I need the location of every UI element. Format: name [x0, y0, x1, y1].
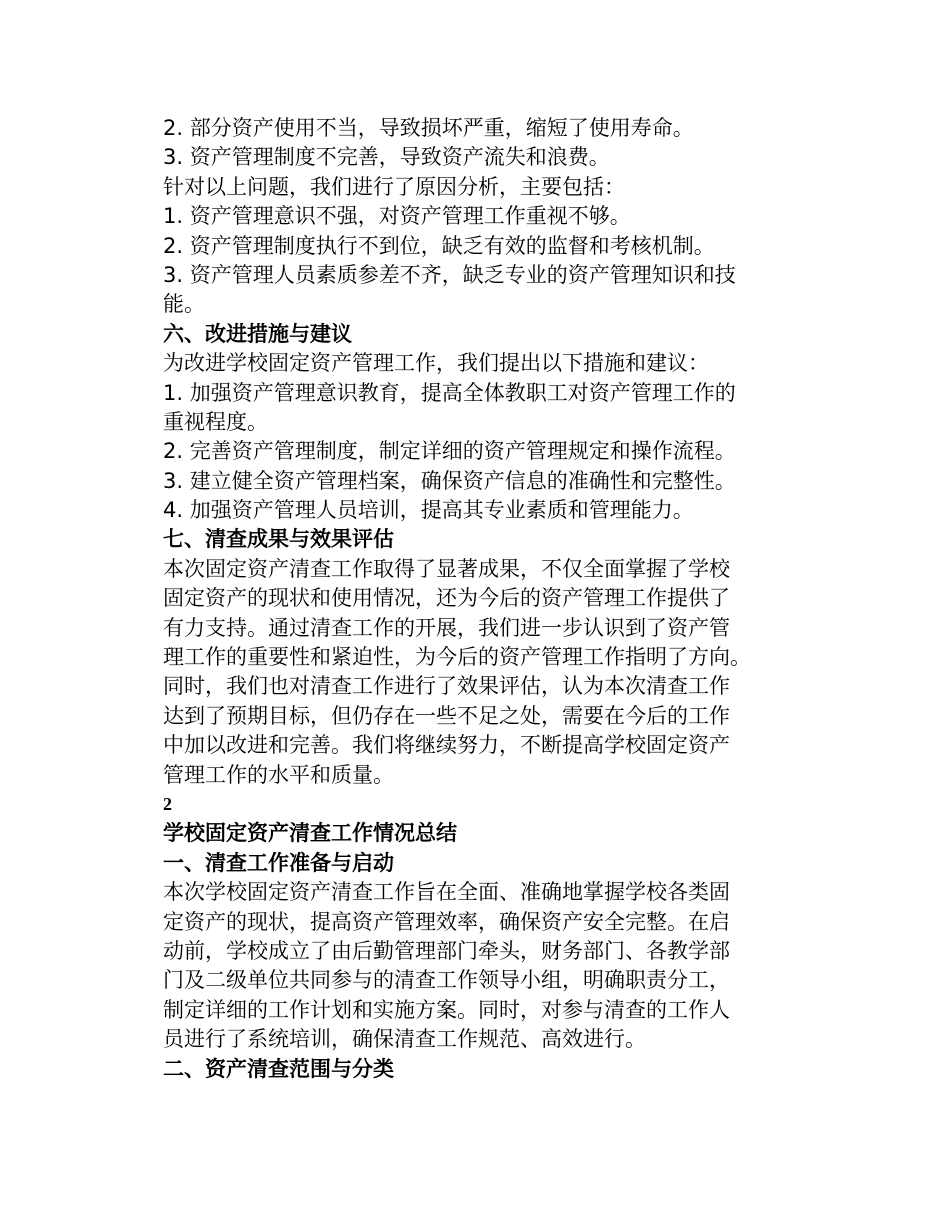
paragraph-line: 门及二级单位共同参与的清查工作领导小组，明确职责分工， [163, 968, 730, 993]
section-heading: 学校固定资产清查工作情况总结 [163, 821, 457, 846]
paragraph-line: 理工作的重要性和紧迫性，为今后的资产管理工作指明了方向。 [163, 645, 751, 670]
page-number: 2 [163, 793, 172, 814]
paragraph-line: 员进行了系统培训，确保清查工作规范、高效进行。 [163, 1027, 646, 1052]
paragraph-line: 3. 建立健全资产管理档案，确保资产信息的准确性和完整性。 [163, 468, 736, 493]
paragraph-line: 1. 加强资产管理意识教育，提高全体教职工对资产管理工作的 [163, 380, 736, 405]
paragraph-line: 为改进学校固定资产管理工作，我们提出以下措施和建议： [163, 351, 709, 376]
paragraph-line: 动前，学校成立了由后勤管理部门牵头，财务部门、各教学部 [163, 938, 730, 963]
document-body [163, 114, 783, 1084]
paragraph-line: 固定资产的现状和使用情况，还为今后的资产管理工作提供了 [163, 586, 730, 611]
paragraph-line: 管理工作的水平和质量。 [163, 762, 394, 787]
paragraph-line: 1. 资产管理意识不强，对资产管理工作重视不够。 [163, 204, 631, 229]
paragraph-line: 针对以上问题，我们进行了原因分析，主要包括： [163, 174, 625, 199]
section-heading: 七、清查成果与效果评估 [163, 527, 394, 552]
paragraph-line: 制定详细的工作计划和实施方案。同时，对参与清查的工作人 [163, 997, 730, 1022]
paragraph-line: 4. 加强资产管理人员培训，提高其专业素质和管理能力。 [163, 498, 694, 523]
paragraph-line: 中加以改进和完善。我们将继续努力，不断提高学校固定资产 [163, 733, 730, 758]
paragraph-line: 定资产的现状，提高资产管理效率，确保资产安全完整。在启 [163, 909, 730, 934]
paragraph-line: 重视程度。 [163, 409, 268, 434]
paragraph-line: 3. 资产管理制度不完善，导致资产流失和浪费。 [163, 145, 610, 170]
paragraph-line: 本次固定资产清查工作取得了显著成果，不仅全面掌握了学校 [163, 556, 730, 581]
paragraph-line: 本次学校固定资产清查工作旨在全面、准确地掌握学校各类固 [163, 880, 730, 905]
paragraph-line: 达到了预期目标，但仍存在一些不足之处，需要在今后的工作 [163, 703, 730, 728]
paragraph-line: 3. 资产管理人员素质参差不齐，缺乏专业的资产管理知识和技 [163, 262, 736, 287]
paragraph-line: 2. 完善资产管理制度，制定详细的资产管理规定和操作流程。 [163, 439, 736, 464]
paragraph-line: 同时，我们也对清查工作进行了效果评估，认为本次清查工作 [163, 674, 730, 699]
paragraph-line: 2. 资产管理制度执行不到位，缺乏有效的监督和考核机制。 [163, 233, 715, 258]
paragraph-line: 能。 [163, 292, 205, 317]
paragraph-line: 2. 部分资产使用不当，导致损坏严重，缩短了使用寿命。 [163, 116, 694, 140]
section-heading: 二、资产清查范围与分类 [163, 1056, 394, 1081]
paragraph-line: 有力支持。通过清查工作的开展，我们进一步认识到了资产管 [163, 615, 730, 640]
section-heading: 一、清查工作准备与启动 [163, 850, 394, 875]
section-heading: 六、改进措施与建议 [163, 321, 352, 346]
